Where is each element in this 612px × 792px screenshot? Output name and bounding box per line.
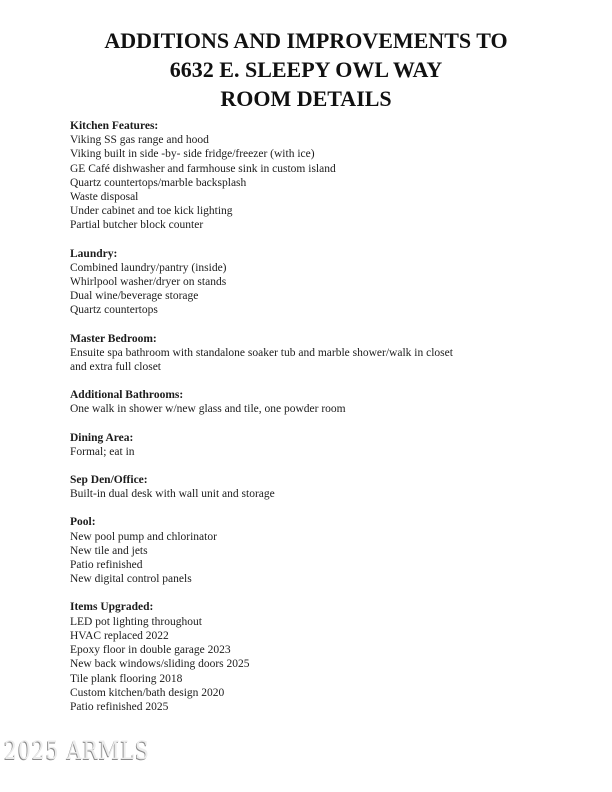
armls-watermark: 2025 ARMLS	[4, 736, 150, 765]
section-line: Partial butcher block counter	[70, 219, 204, 232]
section-line: Whirlpool washer/dryer on stands	[70, 276, 227, 289]
document-section	[70, 119, 530, 233]
title-line-1: ADDITIONS AND IMPROVEMENTS TO	[104, 28, 508, 53]
section-line: Formal; eat in	[70, 445, 135, 458]
section-line: Epoxy floor in double garage 2023	[70, 644, 231, 657]
document-section	[70, 388, 530, 416]
document-section	[70, 515, 530, 586]
section-heading: Pool:	[70, 516, 96, 529]
section-heading: Sep Den/Office:	[70, 474, 148, 487]
section-line: Viking built in side -by- side fridge/freezer (with ice)	[70, 148, 315, 161]
section-heading: Dining Area:	[70, 431, 134, 444]
section-line: Viking SS gas range and hood	[70, 134, 209, 147]
section-heading: Laundry:	[70, 247, 118, 260]
section-line: Combined laundry/pantry (inside)	[70, 261, 227, 274]
section-line: Quartz countertops	[70, 304, 158, 317]
document-title	[0, 0, 612, 113]
section-line: Patio refinished	[70, 559, 143, 572]
section-line: Patio refinished 2025	[70, 700, 169, 713]
section-heading: Master Bedroom:	[70, 332, 157, 345]
document-section	[70, 431, 530, 459]
section-line: One walk in shower w/new glass and tile, one powder room	[70, 403, 346, 416]
section-line: and extra full closet	[70, 361, 162, 374]
section-line: Dual wine/beverage storage	[70, 290, 199, 303]
section-line: GE Café dishwasher and farmhouse sink in custom island	[70, 162, 336, 175]
section-line: LED pot lighting throughout	[70, 615, 202, 628]
section-line: New pool pump and chlorinator	[70, 530, 217, 543]
section-line: Ensuite spa bathroom with standalone soaker tub and marble shower/walk in closet	[70, 346, 453, 359]
document-section	[70, 247, 530, 318]
title-line-3: ROOM DETAILS	[220, 86, 392, 111]
document-section	[70, 473, 530, 501]
section-heading: Kitchen Features:	[70, 120, 159, 132]
section-line: New tile and jets	[70, 544, 148, 557]
section-line: Built-in dual desk with wall unit and storage	[70, 488, 275, 501]
section-line: Under cabinet and toe kick lighting	[70, 205, 233, 218]
document-body	[70, 119, 530, 714]
section-line: Waste disposal	[70, 191, 139, 204]
section-line: New back windows/sliding doors 2025	[70, 658, 250, 671]
section-heading: Additional Bathrooms:	[70, 389, 184, 402]
document-section	[70, 600, 530, 714]
document-section	[70, 332, 530, 375]
section-line: Custom kitchen/bath design 2020	[70, 686, 225, 699]
section-heading: Items Upgraded:	[70, 601, 154, 614]
section-line: Tile plank flooring 2018	[70, 672, 183, 685]
section-line: Quartz countertops/marble backsplash	[70, 176, 247, 189]
section-line: New digital control panels	[70, 573, 192, 586]
title-line-2: 6632 E. SLEEPY OWL WAY	[169, 57, 443, 82]
section-line: HVAC replaced 2022	[70, 629, 169, 642]
